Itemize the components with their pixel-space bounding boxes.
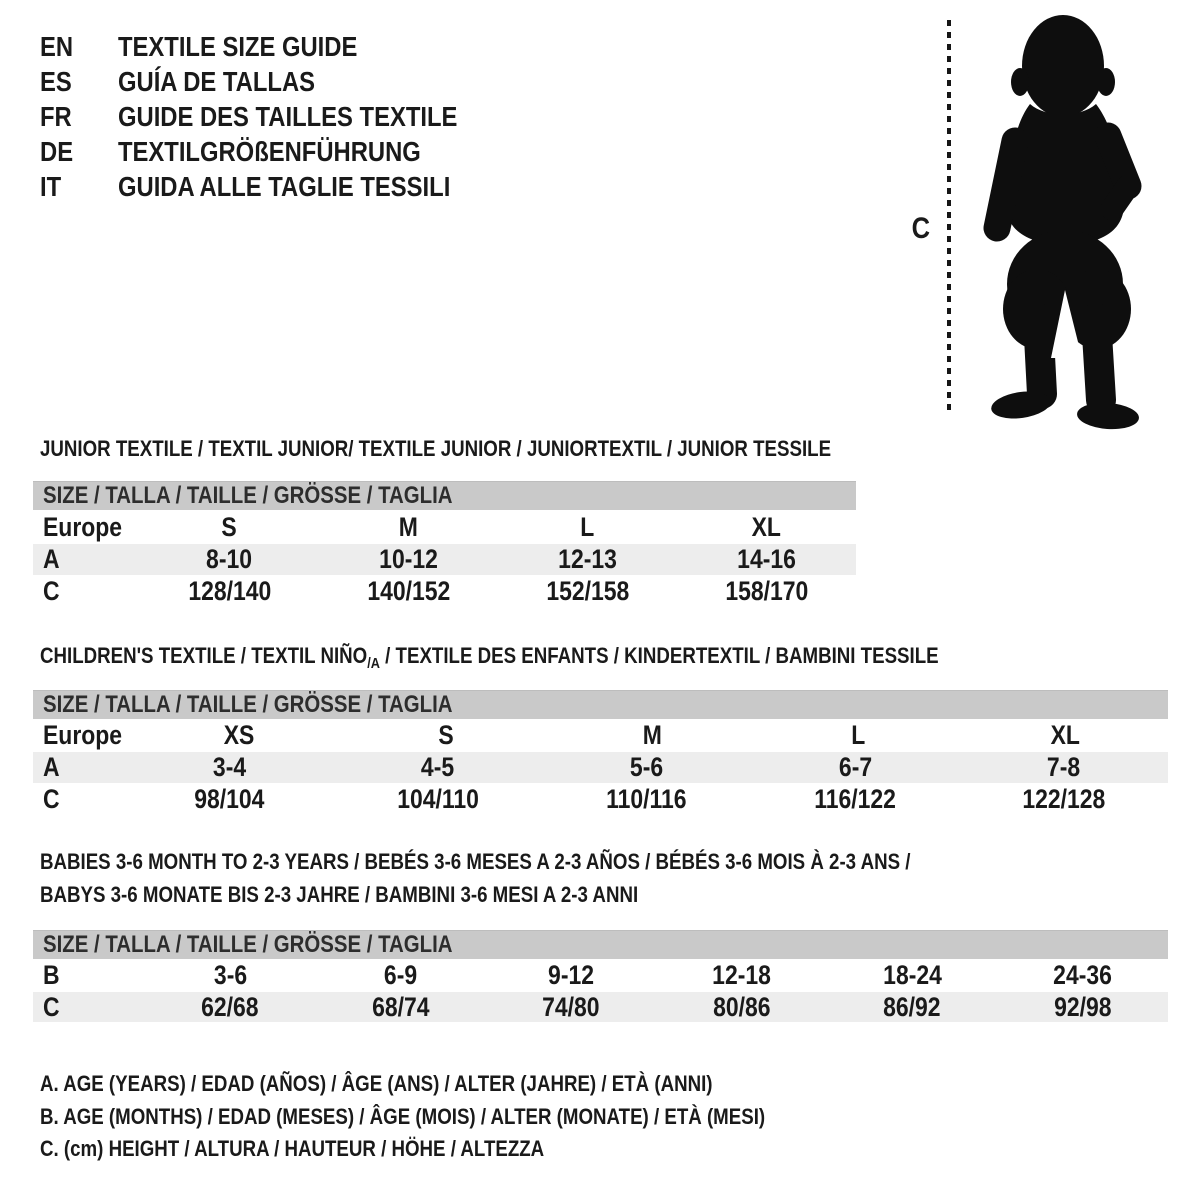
babies-section-heading-line2: BABYS 3-6 MONATE BIS 2-3 JAHRE / BAMBINI 3-6 MESI A 2-3 ANNI	[40, 882, 639, 907]
size-cell: 24-36	[1053, 960, 1113, 990]
language-row	[40, 68, 350, 96]
size-cell: 12-18	[712, 960, 772, 990]
table-row-height	[33, 992, 1168, 1022]
size-cell: 158/170	[725, 575, 808, 606]
size-cell: 8-10	[206, 544, 253, 574]
size-cell: M	[398, 511, 419, 542]
language-code: EN	[40, 31, 74, 62]
size-cell: 3-4	[212, 752, 246, 782]
language-code: FR	[40, 101, 72, 132]
language-title: TEXTILE SIZE GUIDE	[118, 31, 358, 62]
language-code: IT	[40, 171, 62, 202]
size-cell: 3-6	[213, 960, 247, 990]
size-cell: S	[221, 511, 238, 542]
legend-age-months: B. AGE (MONTHS) / EDAD (MESES) / ÂGE (MOIS) / ALTER (MONATE) / ETÀ (MESI)	[40, 1104, 766, 1129]
row-label: A	[43, 544, 60, 574]
row-label: B	[43, 960, 60, 990]
size-cell: 98/104	[194, 783, 265, 814]
size-cell: L	[580, 511, 595, 542]
language-code: DE	[40, 136, 74, 167]
table-row-height	[33, 575, 856, 607]
size-header-bar: SIZE / TALLA / TAILLE / GRÖSSE / TAGLIA	[33, 690, 1168, 719]
size-cell: 12-13	[558, 544, 617, 574]
legend-age-years: A. AGE (YEARS) / EDAD (AÑOS) / ÂGE (ANS) / ALTER (JAHRE) / ETÀ (ANNI)	[40, 1071, 713, 1096]
size-cell: 7-8	[1047, 752, 1081, 782]
size-cell: 68/74	[372, 991, 430, 1022]
table-row-age	[33, 752, 1168, 783]
language-row	[40, 138, 474, 166]
size-cell: XL	[1050, 720, 1080, 750]
size-cell: 152/158	[546, 575, 629, 606]
children-size-table	[33, 690, 1168, 815]
language-title: GUÍA DE TALLAS	[118, 66, 316, 97]
size-cell: 74/80	[542, 991, 600, 1022]
size-cell: XS	[223, 720, 255, 750]
junior-size-table	[33, 481, 856, 607]
row-label: Europe	[43, 511, 123, 542]
row-label: A	[43, 752, 60, 782]
row-label: C	[43, 575, 60, 606]
table-row-age	[33, 544, 856, 575]
size-cell: 5-6	[629, 752, 664, 782]
language-title: GUIDE DES TAILLES TEXTILE	[118, 101, 458, 132]
size-cell: 116/122	[814, 783, 896, 814]
language-row	[40, 33, 400, 61]
size-cell: 128/140	[188, 575, 271, 606]
size-cell: 80/86	[713, 991, 771, 1022]
junior-section-heading: JUNIOR TEXTILE / TEXTIL JUNIOR/ TEXTILE JUNIOR / JUNIORTEXTIL / JUNIOR TESSILE	[40, 436, 832, 461]
size-header-bar: SIZE / TALLA / TAILLE / GRÖSSE / TAGLIA	[33, 481, 856, 510]
size-cell: 6-7	[838, 752, 872, 782]
size-cell: 92/98	[1054, 991, 1112, 1022]
size-cell: 104/110	[397, 783, 479, 814]
row-label: C	[43, 991, 60, 1022]
table-row-europe	[33, 510, 856, 544]
row-label: C	[43, 783, 60, 814]
babies-section-heading-line1: BABIES 3-6 MONTH TO 2-3 YEARS / BEBÉS 3-6 MESES A 2-3 AÑOS / BÉBÉS 3-6 MOIS À 2-3 ANS /	[40, 849, 911, 874]
baby-silhouette-icon	[958, 6, 1170, 434]
height-measure-dashed-line	[947, 20, 951, 413]
size-cell: 14-16	[737, 544, 796, 574]
size-cell: L	[851, 720, 866, 750]
children-section-heading: CHILDREN'S TEXTILE / TEXTIL $NIÑO_{/A}$ / TEXTILE DES ENFANTS / KINDERTEXTIL / BAMBINI TESSILE	[40, 643, 939, 672]
size-cell: S	[437, 720, 454, 750]
legend-height-cm: C. (cm) HEIGHT / ALTURA / HAUTEUR / HÖHE / ALTEZZA	[40, 1136, 545, 1161]
size-cell: 9-12	[548, 960, 595, 990]
size-cell: 110/116	[606, 783, 687, 814]
size-cell: 4-5	[421, 752, 455, 782]
nino-a-subscript: /A	[367, 655, 380, 672]
size-cell: M	[642, 720, 662, 750]
size-cell: 18-24	[882, 960, 942, 990]
size-cell: 86/92	[883, 991, 941, 1022]
language-row	[40, 173, 509, 201]
babies-size-table	[33, 930, 1168, 1022]
size-cell: 140/152	[367, 575, 450, 606]
row-label: Europe	[43, 720, 123, 750]
size-cell: 62/68	[201, 991, 259, 1022]
size-cell: 10-12	[379, 544, 438, 574]
language-code: ES	[40, 66, 72, 97]
language-title: TEXTILGRÖßENFÜHRUNG	[118, 136, 421, 167]
size-header-bar: SIZE / TALLA / TAILLE / GRÖSSE / TAGLIA	[33, 930, 1168, 959]
table-row-europe	[33, 719, 1168, 752]
size-cell: XL	[751, 511, 782, 542]
table-row-height	[33, 783, 1168, 815]
language-row	[40, 103, 517, 131]
language-title: GUIDA ALLE TAGLIE TESSILI	[118, 171, 451, 202]
height-measure-label: C	[911, 212, 931, 245]
size-cell: 6-9	[384, 960, 418, 990]
size-cell: 122/128	[1022, 783, 1106, 814]
table-row-age-months	[33, 959, 1168, 992]
